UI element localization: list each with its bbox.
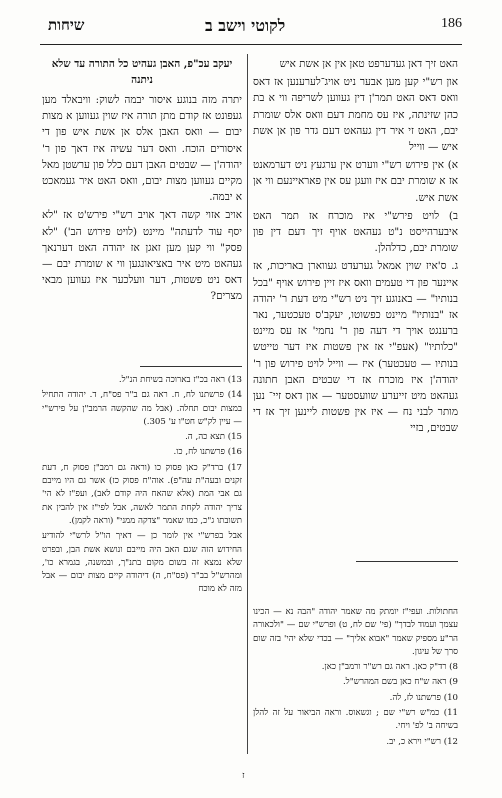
paragraph: ב) לויט פירש"י איז מוכרח אז תמר האט איבערהייסט נ"ט געהאט אויף זיך דעם דין פון שומרת יבם, כדלהלן.	[253, 209, 458, 255]
left-column-body	[42, 92, 242, 362]
footnote: 17) ברד"ק כאן פסוק כו (וראה גם רמב"ן פסוק ח, דעת זקנים ובעה"ת עה"פ). אוה"ח פסוק כז) אשר גם היו מייבם גם אבי המת (אלא שהאח היה קודם לאב), ועפ"ז לא הי' צריך יהודה לקחת התמר לאשה, אבל לפי"ז אין להבין את תשובתו ג"כ, כמו שאמר "צדקה ממני" (וראה לקמן).	[42, 462, 242, 526]
footnote-rule-right	[356, 561, 458, 562]
footnote: 10) פרשתנו לז, לה.	[389, 692, 458, 703]
footnote: אבל בפרש"י אין לומר כן — דאיך הו"ל לרש"י להודיע החידוש הזה שגם האב היה מייבם ונושא אשת הבן, ובפרט שלא נמצא זה בשום מקום בתנ"ך, ובמשנה, בגמרא כו', ומהרש"ל בב"ר (פס"ח, ה) דיהודה קיים מצות יבום — אבל מזה לא מוכח	[42, 531, 242, 595]
paragraph: יתרה מזה בנוגע איסור יבמה לשוק: וויבאלד מען געפונט אז קודם מתן תורה איז שוין געווען א מצות יבום — וואס האבן אלס אן אשת איש פון די איסורים הוכח. וואס דער עשיה איז דאך פון ר' יהודה'ן — שבטים האבן דעם כלל פון ערשטן מאל מקיים געווען מצות יבום, וואס האט איר געמאכט א יבמה.	[42, 94, 242, 204]
footnote: 12) רש"י וירא כ, יב.	[386, 736, 458, 747]
page-number: 186	[441, 16, 462, 31]
paragraph: און רש"י קען מען אבער ניט אויג־לערענען אז דאס וואס דאס האט תמר'ן דין געווען לשריפה ווי א בת כהן שזינתה, איז עס מחמת דעם וואס אלס שומרת יבם, האט זי איר דין געהאט דעם גדר פון אן אשת איש — ווייל	[253, 76, 458, 154]
section-title: שיחות	[48, 16, 85, 34]
left-column-intro: יעקב עכ"פ, האבן געהיט כל התורה עד שלא ניתנה	[51, 58, 233, 86]
footnote: 15) תצא כה, ה.	[185, 432, 242, 443]
footnote: 13) ראה בכ"ז בארוכה בשיחת הנ"ל.	[118, 375, 242, 385]
book-title: לקוטי וישב ב	[205, 16, 286, 35]
footnote: 16) פרשתנו לח, כו.	[173, 447, 242, 458]
header-rule	[40, 44, 462, 45]
footer-signature: ז	[242, 771, 245, 781]
right-footnotes	[253, 606, 458, 756]
footnote: החתולות. ועפי"ז יומתק מה שאמר יהודה "הבה נא — הכינו עצמך ועמוד לבדך" (פי' שם לח, ט) ופרש"י שם — "ולכאורה הר"ע מספיק שאמר "אבוא אליך" — בכדי שלא יהי' בזה שום סרך של עיגון.	[253, 607, 458, 657]
page-header	[40, 14, 462, 48]
footnote: 8) רד"ק כאן. ראה גם רש"ר ורמב"ן כאן.	[321, 662, 458, 673]
left-footnotes	[42, 374, 242, 754]
footnote-rule-left	[140, 366, 242, 367]
paragraph: אויב אזוי קשה דאך אויב רש"י פירש'ט אז "לא יסף עוד לדעתה" מיינט (לויט פירוש הב') "לא פסק" ווי קען מען זאגן אז יהודה האט דערנאך געהאט מיט איר באציאונגען ווי א שומרת יבם — דאס ניט פשטות, דער וועלכער איז געווען מבאי מצרים?	[42, 209, 242, 303]
paragraph: א) אין פירוש רש"י ווערט אין ערגעץ ניט דערמאנט אז א שומרת יבם איז וועגן עס אין פאראיינעם ווי אן אשת איש.	[253, 159, 458, 204]
footnote: 14) פרשתנו לח, ח. ראה גם ב"ר פס"ח, ד. יהודה התחיל במצות יבום תחלה. (אבל מה שהקשה הרמב"ן על פירש"י — עיין לק"ש חט"ו ע' 305.)	[42, 390, 242, 427]
footnote: 11) כמ"ש רש"י שם ; וגשאוס. וראה הביאור על זה להלן בשיחה ב' לפ' ויחי.	[253, 708, 458, 732]
footnote: 9) ראה ש"ח כאן בשם המהרש"ל.	[342, 677, 458, 688]
paragraph: ג. ס'איז שוין אמאל גערעדט געווארן באריכות, אז איינער פון די טעמים וואס איז זיין פירוש אויף "בכל בנותיו" — באנוגע זיך ניט רש"י מיט דעת ר' יהודה אז "בנותיו" מיינט כפשוטו, יעקב'ס טעכטער, נאר ברענגט אויך די דעה פון ר' נחמי' אז עס מיינט "כלותיו" (אעפ"י אז אין פשטות איז דער טייטש בנותיו — טעכטער) איז — ווייל לויט פירוש פון ר' יהודה'ן איז מוכרח אז די שבטים האבן חתונה געהאט מיט זייערע שוועסטער — און דאס זיי־ נען מותר לבני נח — איז אין פשטות ליינען זיך אז די שבטים, בזיי	[253, 260, 458, 435]
right-column-body	[253, 56, 458, 561]
column-divider	[247, 54, 248, 754]
paragraph: האט זיך דאן געדערפט טאן אין אן אשת איש	[279, 58, 458, 70]
